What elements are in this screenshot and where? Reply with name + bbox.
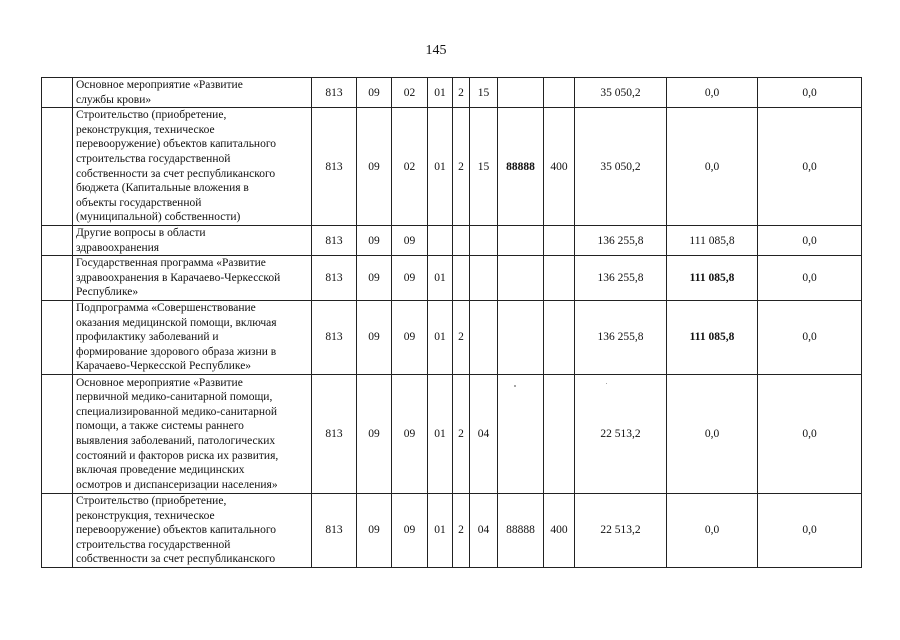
expense-type-code bbox=[544, 225, 575, 255]
amount-year-2: 111 085,8 bbox=[667, 300, 758, 374]
event-code: 04 bbox=[470, 493, 498, 567]
amount-year-3: 0,0 bbox=[758, 374, 862, 493]
subsection-code: 02 bbox=[392, 78, 428, 108]
scan-speck bbox=[514, 385, 516, 387]
amount-year-1: 22 513,2 bbox=[575, 374, 667, 493]
subprogram-code: 2 bbox=[453, 374, 470, 493]
ministry-code: 813 bbox=[312, 225, 357, 255]
program-code: 01 bbox=[428, 300, 453, 374]
row-number-cell bbox=[42, 78, 73, 108]
amount-year-1: 35 050,2 bbox=[575, 78, 667, 108]
program-code: 01 bbox=[428, 256, 453, 301]
section-code: 09 bbox=[357, 108, 392, 226]
event-code bbox=[470, 300, 498, 374]
expense-type-code: 400 bbox=[544, 108, 575, 226]
direction-code bbox=[498, 300, 544, 374]
section-code: 09 bbox=[357, 300, 392, 374]
row-number-cell bbox=[42, 256, 73, 301]
expense-type-code bbox=[544, 78, 575, 108]
program-code: 01 bbox=[428, 78, 453, 108]
amount-year-2: 0,0 bbox=[667, 493, 758, 567]
row-number-cell bbox=[42, 493, 73, 567]
section-code: 09 bbox=[357, 374, 392, 493]
subsection-code: 09 bbox=[392, 493, 428, 567]
program-code: 01 bbox=[428, 493, 453, 567]
row-description: Подпрограмма «Совершенствование оказания медицинской помощи, включая профилактику заболеваний и формирование здорового образа жизни в Карачаево-Черкесской Республике» bbox=[73, 300, 312, 374]
amount-year-3: 0,0 bbox=[758, 256, 862, 301]
scan-speck bbox=[606, 383, 607, 384]
section-code: 09 bbox=[357, 78, 392, 108]
program-code bbox=[428, 225, 453, 255]
budget-table bbox=[41, 77, 862, 568]
page-number: 145 bbox=[425, 43, 447, 58]
expense-type-code bbox=[544, 300, 575, 374]
row-description: Другие вопросы в области здравоохранения bbox=[73, 225, 312, 255]
amount-year-1: 136 255,8 bbox=[575, 256, 667, 301]
event-code: 15 bbox=[470, 78, 498, 108]
expense-type-code bbox=[544, 256, 575, 301]
subsection-code: 09 bbox=[392, 256, 428, 301]
subprogram-code bbox=[453, 256, 470, 301]
amount-year-1: 22 513,2 bbox=[575, 493, 667, 567]
subsection-code: 09 bbox=[392, 300, 428, 374]
event-code: 04 bbox=[470, 374, 498, 493]
row-number-cell bbox=[42, 300, 73, 374]
program-code: 01 bbox=[428, 108, 453, 226]
amount-year-2: 111 085,8 bbox=[667, 225, 758, 255]
amount-year-3: 0,0 bbox=[758, 225, 862, 255]
table-row bbox=[42, 300, 862, 374]
direction-code bbox=[498, 374, 544, 493]
amount-year-1: 35 050,2 bbox=[575, 108, 667, 226]
amount-year-3: 0,0 bbox=[758, 108, 862, 226]
direction-code: 88888 bbox=[498, 108, 544, 226]
direction-code: 88888 bbox=[498, 493, 544, 567]
section-code: 09 bbox=[357, 493, 392, 567]
row-description: Строительство (приобретение, реконструкция, техническое перевооружение) объектов капитального строительства государственной собственности за счет республиканского бюджета (Капитальные вложения в объекты государственной (муниципальной) собственности) bbox=[73, 108, 312, 226]
row-description: Строительство (приобретение, реконструкция, техническое перевооружение) объектов капитального строительства государственной собственности за счет республиканского bbox=[73, 493, 312, 567]
section-code: 09 bbox=[357, 256, 392, 301]
direction-code bbox=[498, 78, 544, 108]
row-description: Основное мероприятие «Развитие первичной медико-санитарной помощи, специализированной медико-санитарной помощи, а также системы раннего выявления заболеваний, патологических состояний и факторов риска их развития, включая проведение медицинских осмотров и диспансеризации населения» bbox=[73, 374, 312, 493]
program-code: 01 bbox=[428, 374, 453, 493]
row-number-cell bbox=[42, 108, 73, 226]
ministry-code: 813 bbox=[312, 78, 357, 108]
expense-type-code: 400 bbox=[544, 493, 575, 567]
subprogram-code: 2 bbox=[453, 300, 470, 374]
event-code bbox=[470, 225, 498, 255]
table-row bbox=[42, 256, 862, 301]
amount-year-2: 0,0 bbox=[667, 78, 758, 108]
amount-year-3: 0,0 bbox=[758, 493, 862, 567]
subsection-code: 09 bbox=[392, 374, 428, 493]
subsection-code: 02 bbox=[392, 108, 428, 226]
row-number-cell bbox=[42, 374, 73, 493]
amount-year-2: 111 085,8 bbox=[667, 256, 758, 301]
amount-year-1: 136 255,8 bbox=[575, 300, 667, 374]
table-row bbox=[42, 78, 862, 108]
row-number-cell bbox=[42, 225, 73, 255]
amount-year-2: 0,0 bbox=[667, 108, 758, 226]
section-code: 09 bbox=[357, 225, 392, 255]
direction-code bbox=[498, 225, 544, 255]
table-row bbox=[42, 493, 862, 567]
subprogram-code: 2 bbox=[453, 493, 470, 567]
table-row bbox=[42, 108, 862, 226]
table-row bbox=[42, 374, 862, 493]
expense-type-code bbox=[544, 374, 575, 493]
subsection-code: 09 bbox=[392, 225, 428, 255]
ministry-code: 813 bbox=[312, 256, 357, 301]
table-body bbox=[42, 78, 862, 568]
row-description: Государственная программа «Развитие здравоохранения в Карачаево-Черкесской Республике» bbox=[73, 256, 312, 301]
row-description: Основное мероприятие «Развитие службы крови» bbox=[73, 78, 312, 108]
subprogram-code: 2 bbox=[453, 78, 470, 108]
amount-year-3: 0,0 bbox=[758, 78, 862, 108]
subprogram-code bbox=[453, 225, 470, 255]
ministry-code: 813 bbox=[312, 374, 357, 493]
event-code: 15 bbox=[470, 108, 498, 226]
amount-year-1: 136 255,8 bbox=[575, 225, 667, 255]
direction-code bbox=[498, 256, 544, 301]
amount-year-2: 0,0 bbox=[667, 374, 758, 493]
ministry-code: 813 bbox=[312, 108, 357, 226]
amount-year-3: 0,0 bbox=[758, 300, 862, 374]
table-row bbox=[42, 225, 862, 255]
ministry-code: 813 bbox=[312, 300, 357, 374]
event-code bbox=[470, 256, 498, 301]
subprogram-code: 2 bbox=[453, 108, 470, 226]
ministry-code: 813 bbox=[312, 493, 357, 567]
